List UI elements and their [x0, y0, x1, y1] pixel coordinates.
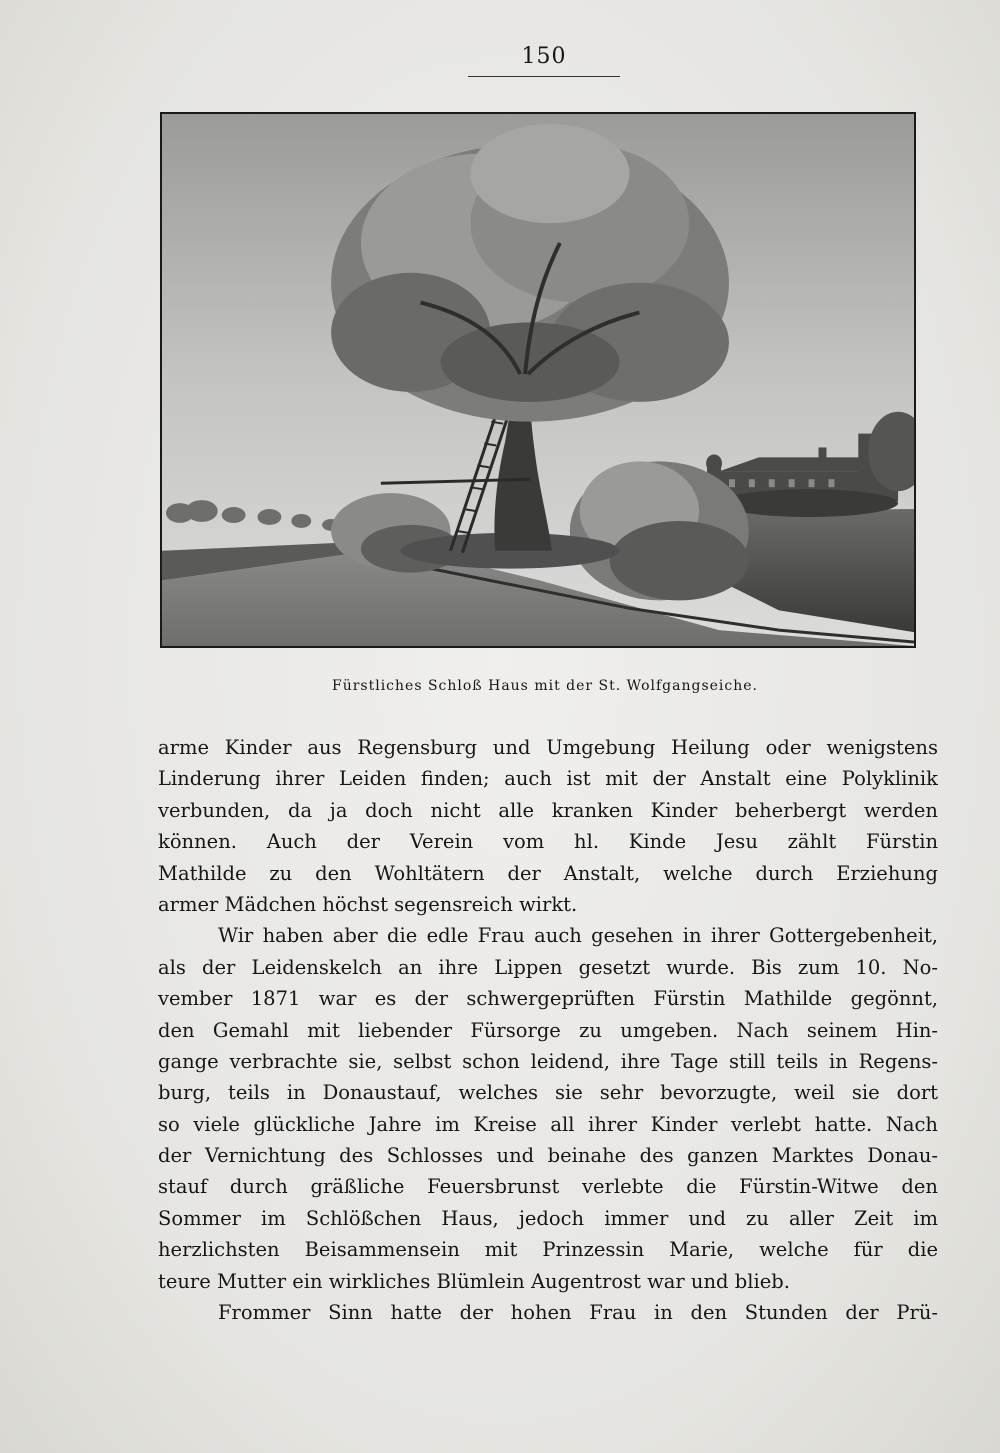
- text-line: so viele glückliche Jahre im Kreise all ihrer Kinder verlebt hatte. Nach: [158, 1112, 938, 1136]
- text-line: verbunden, da ja doch nicht alle kranken Kinder beherbergt werden: [158, 798, 938, 822]
- text-line: stauf durch gräßliche Feuersbrunst verlebte die Fürstin-Witwe den: [158, 1175, 938, 1199]
- illustration-caption: Fürstliches Schloß Haus mit der St. Wolfgangseiche.: [331, 678, 759, 694]
- text-line: der Vernichtung des Schlosses und beinahe des ganzen Marktes Donau-: [158, 1144, 938, 1168]
- text-line: armer Mädchen höchst segensreich wirkt.: [158, 892, 578, 916]
- text-line: Sommer im Schlößchen Haus, jedoch immer und zu aller Zeit im: [158, 1206, 938, 1230]
- text-line: vember 1871 war es der schwergeprüften Fürstin Mathilde gegönnt,: [158, 987, 938, 1011]
- text-line: gange verbrachte sie, selbst schon leidend, ihre Tage still teils in Regens-: [158, 1049, 938, 1073]
- text-line: als der Leidenskelch an ihre Lippen gesetzt wurde. Bis zum 10. No-: [158, 955, 938, 979]
- illustration-engraving: [160, 112, 916, 648]
- page-number-rule: [468, 76, 620, 77]
- text-line: arme Kinder aus Regensburg und Umgebung Heilung oder wenigstens: [158, 736, 938, 759]
- text-line: Linderung ihrer Leiden finden; auch ist mit der Anstalt eine Polyklinik: [158, 767, 938, 791]
- text-line: burg, teils in Donaustauf, welches sie sehr bevorzugte, weil sie dort: [158, 1081, 938, 1105]
- text-line: teure Mutter ein wirkliches Blümlein Augentrost war und blieb.: [158, 1269, 790, 1293]
- text-line: können. Auch der Verein vom hl. Kinde Jesu zählt Fürstin: [158, 830, 938, 854]
- text-line: Wir haben aber die edle Frau auch gesehen in ihrer Gottergebenheit,: [218, 924, 938, 948]
- text-line: Frommer Sinn hatte der hohen Frau in den Stunden der Prü-: [218, 1301, 938, 1325]
- body-text: [158, 732, 938, 1328]
- text-line: Mathilde zu den Wohltätern der Anstalt, welche durch Erziehung: [158, 861, 938, 885]
- text-line: herzlichsten Beisammensein mit Prinzessin Marie, welche für die: [158, 1238, 938, 1262]
- text-line: den Gemahl mit liebender Fürsorge zu umgeben. Nach seinem Hin-: [158, 1018, 938, 1042]
- oak-tree-engraving: [162, 114, 914, 646]
- page-number: 150: [521, 44, 567, 69]
